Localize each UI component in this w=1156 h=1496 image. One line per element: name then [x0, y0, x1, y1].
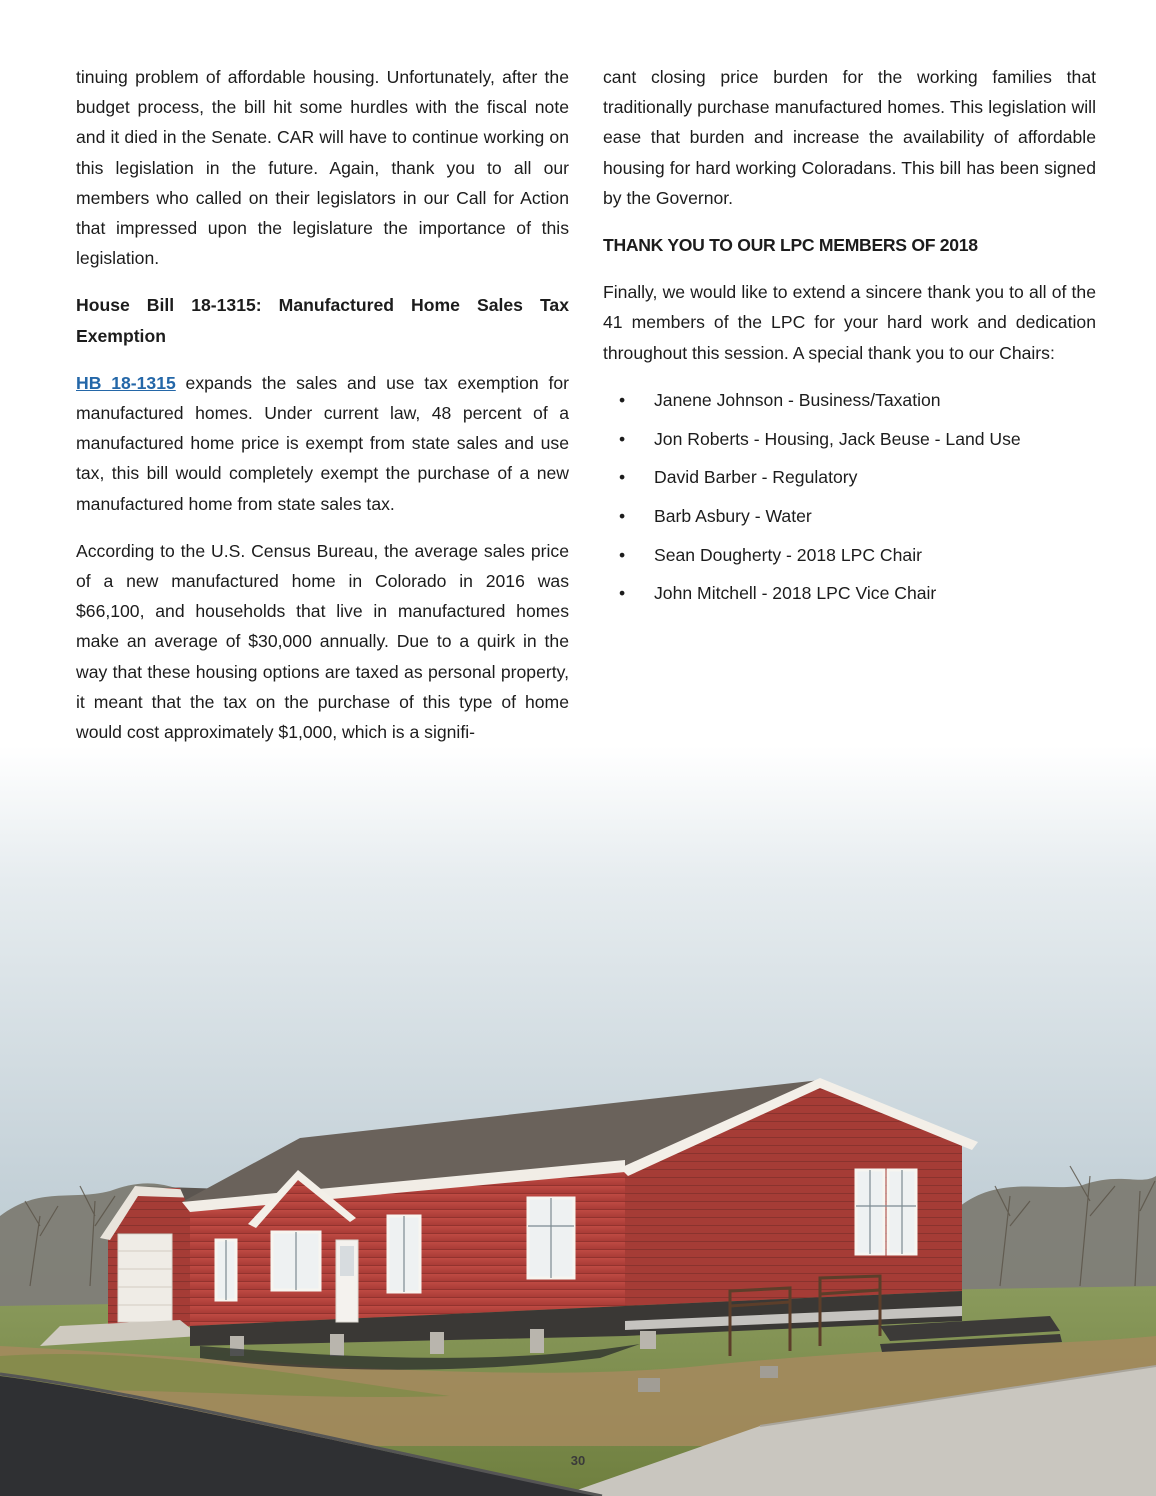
- list-item: • David Barber - Regulatory: [603, 462, 1096, 492]
- thanks-heading: THANK YOU TO OUR LPC MEMBERS OF 2018: [603, 235, 978, 256]
- chairs-list: [603, 385, 1096, 609]
- list-item: • Barb Asbury - Water: [603, 501, 1096, 531]
- bullet-icon: •: [619, 583, 626, 604]
- list-item: • John Mitchell - 2018 LPC Vice Chair: [603, 578, 1096, 608]
- bill-paragraph-text: expands the sales and use tax exemption for manufactured homes. Under current law, 48 percent of a manufactured home price is exempt from state sales and use tax, this bill would completely exempt the purchase of a new manufactured home from state sales tax.: [76, 372, 569, 514]
- bullet-icon: •: [619, 544, 626, 565]
- list-item: • Sean Dougherty - 2018 LPC Chair: [603, 540, 1096, 570]
- left-column: [76, 62, 569, 764]
- bill-link[interactable]: HB 18-1315: [76, 372, 176, 393]
- bullet-icon: •: [619, 428, 626, 449]
- intro-paragraph: tinuing problem of affordable housing. Unfortunately, after the budget process, the bill hit some hurdles with the fiscal note and it died in the Senate. CAR will have to continue working on this legislation in the future. Again, thank you to all our members who called on their legislators in our Call for Action that impressed upon the legislature the importance of this legislation.: [76, 67, 569, 269]
- continued-paragraph: cant closing price burden for the working families that traditionally purchase manufactured homes. This legislation will ease that burden and increase the availability of affordable housing for hard working Coloradans. This bill has been signed by the Governor.: [603, 67, 1096, 208]
- bill-paragraph: [76, 368, 569, 519]
- bill-heading: House Bill 18-1315: Manufactured Home Sales Tax Exemption: [76, 295, 569, 346]
- bullet-icon: •: [619, 505, 626, 526]
- bullet-icon: •: [619, 389, 626, 410]
- manufactured-home-photo: [0, 746, 1156, 1496]
- census-paragraph: According to the U.S. Census Bureau, the average sales price of a new manufactured home in Colorado in 2016 was $66,100, and households that live in manufactured homes make an average of $30,000 annually. Due to a quirk in the way that these housing options are taxed as personal property, it meant that the tax on the purchase of this type of home would cost approximately $1,000, which is a signifi-: [76, 540, 569, 743]
- thanks-paragraph: Finally, we would like to extend a sincere thank you to all of the 41 members of the LPC for your hard work and dedication throughout this session. A special thank you to our Chairs:: [603, 282, 1096, 363]
- list-item: • Jon Roberts - Housing, Jack Beuse - Land Use: [603, 424, 1096, 454]
- right-column: [603, 62, 1096, 617]
- page-number: 30: [570, 1453, 586, 1468]
- list-item: • Janene Johnson - Business/Taxation: [603, 385, 1096, 415]
- bullet-icon: •: [619, 467, 626, 488]
